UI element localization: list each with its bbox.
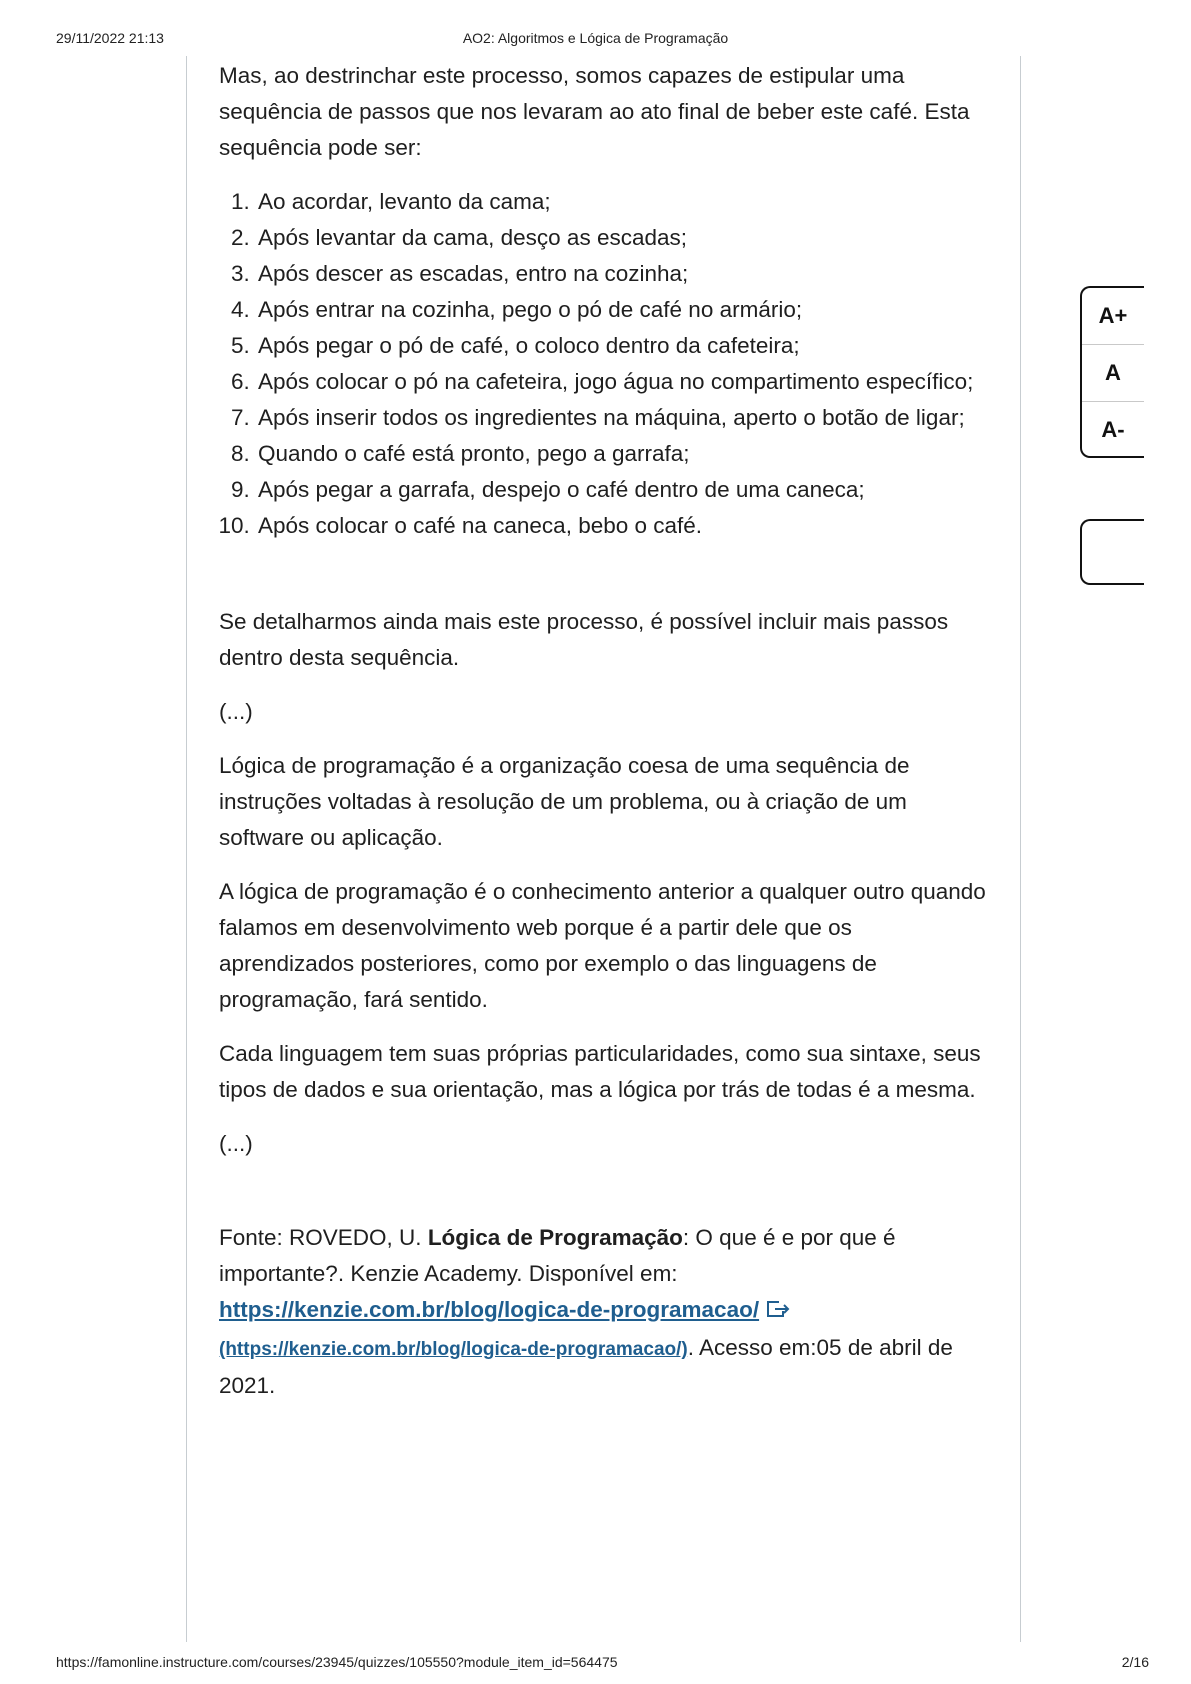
list-item: 1. Ao acordar, levanto da cama;: [256, 184, 989, 220]
external-link-icon[interactable]: [765, 1294, 791, 1330]
list-item: 8. Quando o café está pronto, pego a garrafa;: [256, 436, 989, 472]
quiz-question-content: [219, 58, 989, 1422]
list-item: 2. Após levantar da cama, desço as escadas;: [256, 220, 989, 256]
list-item: 6. Após colocar o pó na cafeteira, jogo água no compartimento específico;: [256, 364, 989, 400]
font-increase-button[interactable]: A+: [1098, 303, 1128, 328]
font-decrease-button[interactable]: A-: [1082, 401, 1144, 458]
side-panel-toggle-button[interactable]: [1080, 519, 1144, 585]
source-suffix: . Acesso em:05 de abril de 2021.: [219, 1335, 953, 1398]
list-item: 10. Após colocar o café na caneca, bebo o café.: [256, 508, 989, 544]
languages-paragraph: Cada linguagem tem suas próprias particularidades, como sua sintaxe, seus tipos de dados e sua orientação, mas a lógica por trás de todas é a mesma.: [219, 1041, 981, 1102]
print-page-title: AO2: Algoritmos e Lógica de Programação: [462, 30, 729, 46]
source-title: Lógica de Programação: [427, 1225, 683, 1250]
logic-first-paragraph: A lógica de programação é o conhecimento anterior a qualquer outro quando falamos em desenvolvimento web porque é a partir dele que os aprendizados posteriores, como por exemplo o das linguagens de programação, fará sentido.: [219, 879, 986, 1012]
list-item: 9. Após pegar a garrafa, despejo o café dentro de uma caneca;: [256, 472, 989, 508]
source-rest: : O que é e por que é importante?. Kenzie Academy. Disponível em:: [219, 1225, 896, 1286]
print-footer: [0, 1654, 1191, 1678]
list-item: 7. Após inserir todos os ingredientes na máquina, aperto o botão de ligar;: [256, 400, 989, 436]
source-prefix: Fonte: ROVEDO, U.: [219, 1225, 428, 1250]
print-header: [0, 30, 1191, 54]
coffee-steps-list: [219, 184, 989, 544]
source-link-parenthesized[interactable]: (https://kenzie.com.br/blog/logica-de-programacao/): [219, 1339, 688, 1360]
detail-paragraph: Se detalharmos ainda mais este processo, é possível incluir mais passos dentro desta sequência.: [219, 609, 949, 670]
intro-paragraph: Mas, ao destrinchar este processo, somos capazes de estipular uma sequência de passos que nos levaram ao ato final de beber este café. Esta sequência pode ser:: [219, 63, 970, 160]
print-datetime: 29/11/2022 21:13: [56, 30, 164, 46]
content-right-border: [1020, 56, 1021, 1642]
list-item: 5. Após pegar o pó de café, o coloco dentro da cafeteira;: [256, 328, 989, 364]
source-citation: [219, 1220, 989, 1404]
source-link[interactable]: https://kenzie.com.br/blog/logica-de-programacao/: [219, 1297, 760, 1322]
list-item: 3. Após descer as escadas, entro na cozinha;: [256, 256, 989, 292]
blank-spacer: [219, 1180, 989, 1220]
ellipsis-1: (...): [219, 699, 253, 724]
logic-definition-paragraph: Lógica de programação é a organização coesa de uma sequência de instruções voltadas à resolução de um problema, ou à criação de um software ou aplicação.: [219, 753, 910, 850]
print-url: https://famonline.instructure.com/courses/23945/quizzes/105550?module_item_id=564475: [56, 1654, 618, 1670]
ellipsis-2: (...): [219, 1131, 253, 1156]
print-page-number: 2/16: [1121, 1654, 1149, 1670]
font-normal-button[interactable]: A: [1082, 344, 1144, 401]
blank-spacer: [219, 544, 989, 604]
font-size-toolbar: [1080, 286, 1144, 458]
list-item: 4. Após entrar na cozinha, pego o pó de café no armário;: [256, 292, 989, 328]
content-left-border: [186, 56, 187, 1642]
